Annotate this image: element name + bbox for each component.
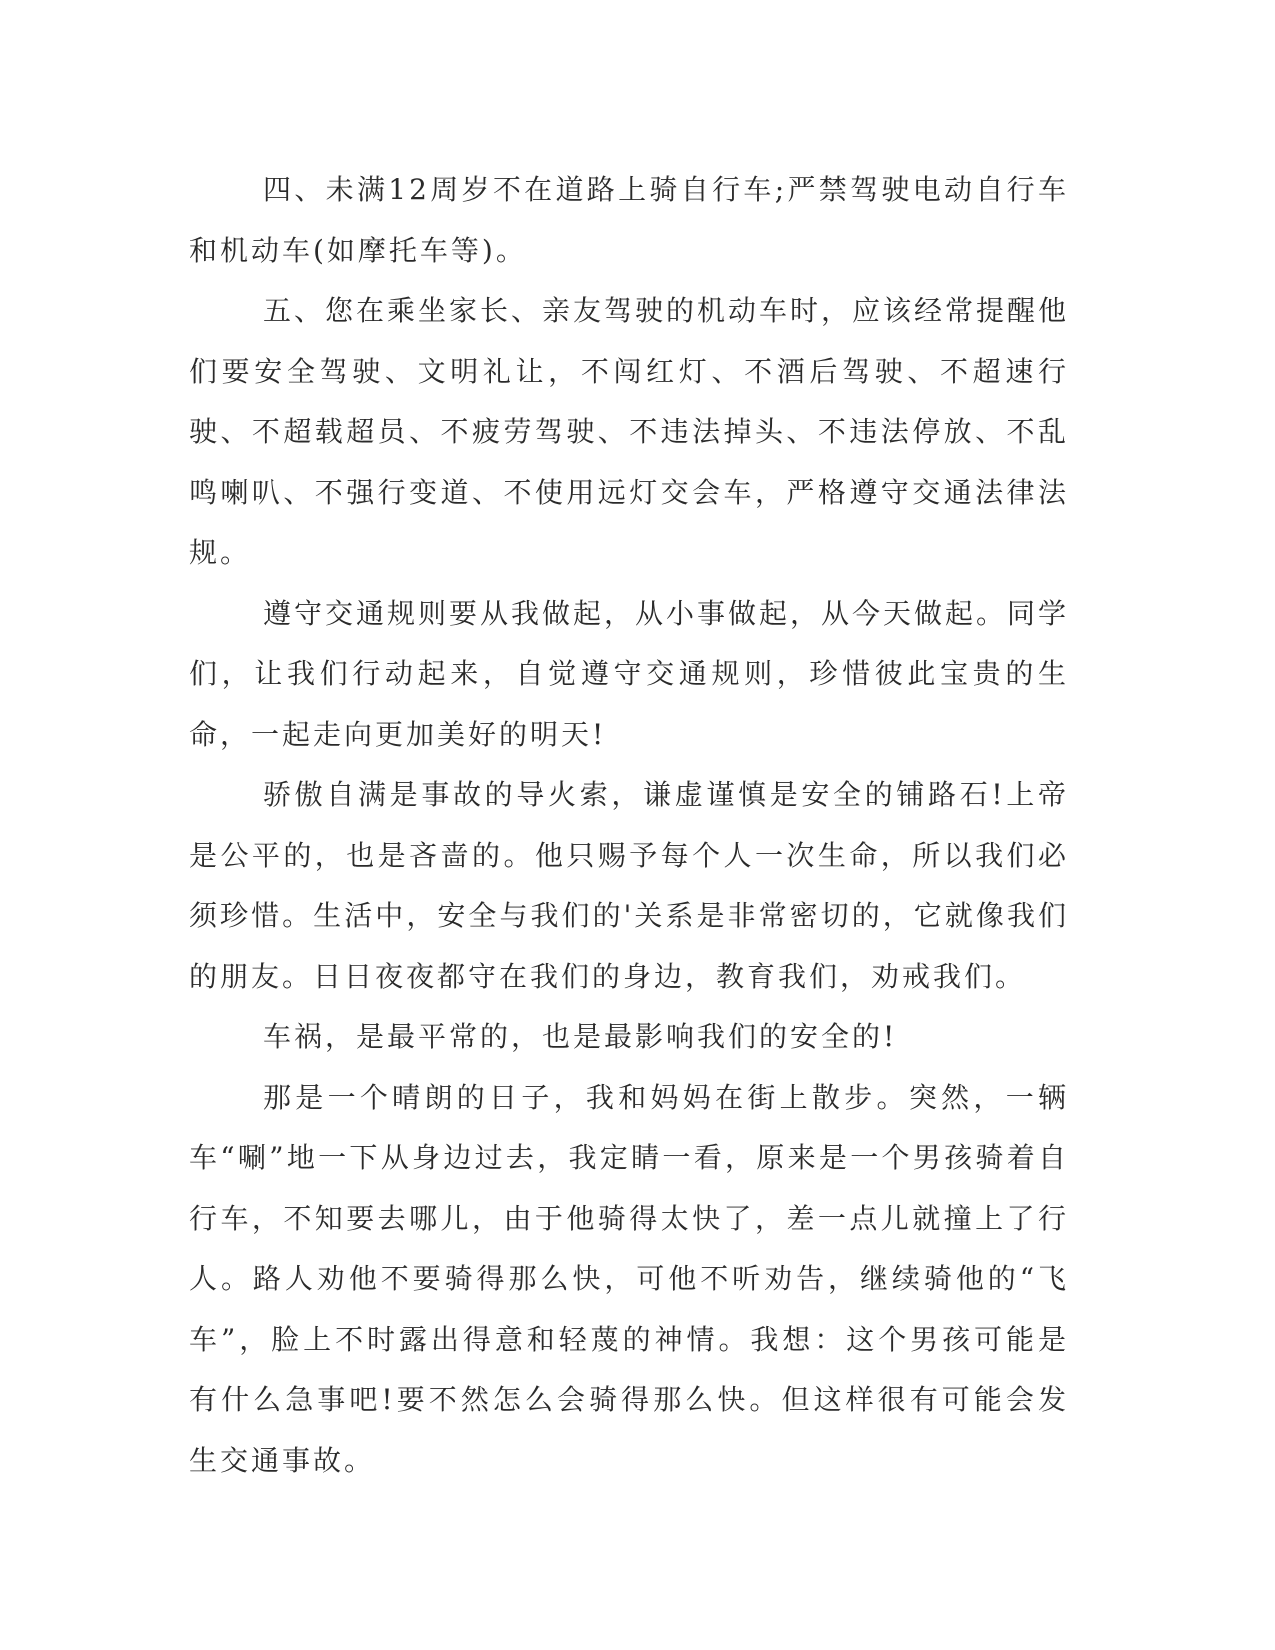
document-body: [189, 160, 1069, 1491]
paragraph-story: 那是一个晴朗的日子，我和妈妈在街上散步。突然，一辆车“唰”地一下从身边过去，我定睛一看，原来是一个男孩骑着自行车，不知要去哪儿，由于他骑得太快了，差一点儿就撞上了行人。路人劝他不要骑得那么快，可他不听劝告，继续骑他的“飞车”，脸上不时露出得意和轻蔑的神情。我想：这个男孩可能是有什么急事吧!要不然怎么会骑得那么快。但这样很有可能会发生交通事故。: [189, 1080, 1069, 1477]
paragraph-call-to-action: 遵守交通规则要从我做起，从小事做起，从今天做起。同学们，让我们行动起来，自觉遵守交通规则，珍惜彼此宝贵的生命，一起走向更加美好的明天!: [189, 596, 1070, 751]
paragraph-rule-four: 四、未满12周岁不在道路上骑自行车;严禁驾驶电动自行车和机动车(如摩托车等)。: [189, 173, 1069, 267]
paragraph-rule-five: 五、您在乘坐家长、亲友驾驶的机动车时，应该经常提醒他们要安全驾驶、文明礼让，不闯红灯、不酒后驾驶、不超速行驶、不超载超员、不疲劳驾驶、不违法掉头、不违法停放、不乱鸣喇叭、不强行变道、不使用远灯交会车，严格遵守交通法律法规。: [189, 294, 1070, 569]
paragraph-car-accidents: 车祸，是最平常的，也是最影响我们的安全的!: [263, 1020, 898, 1053]
paragraph-safety-reflection: 骄傲自满是事故的导火索，谦虚谨慎是安全的铺路石!上帝是公平的，也是吝啬的。他只赐予每个人一次生命，所以我们必须珍惜。生活中，安全与我们的'关系是非常密切的，它就像我们的朋友。日日夜夜都守在我们的身边，教育我们，劝戒我们。: [189, 778, 1069, 993]
